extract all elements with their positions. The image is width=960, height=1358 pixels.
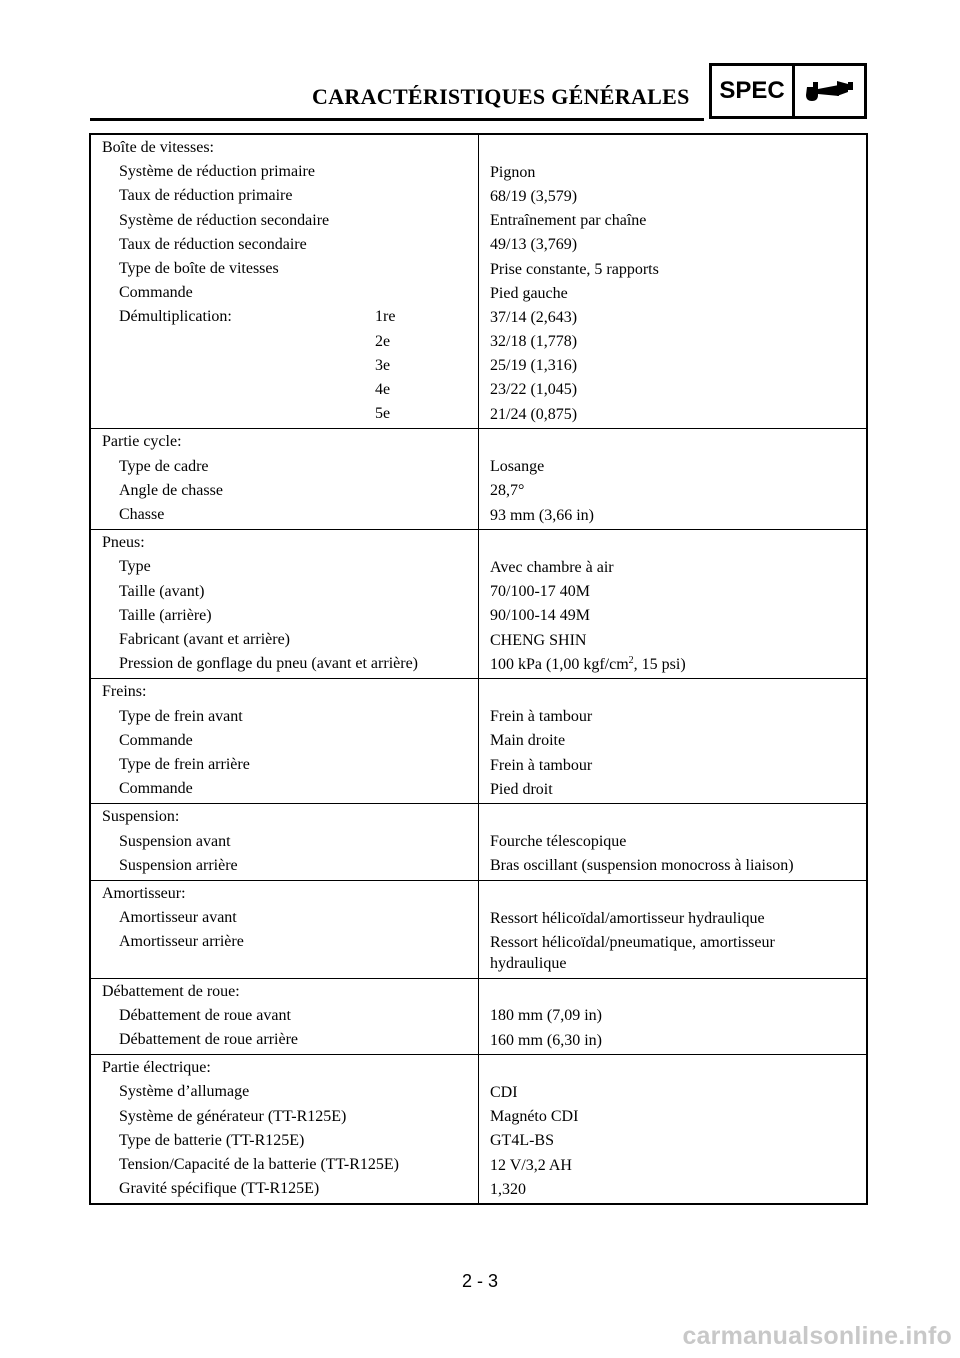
spec-label: Commande [119,284,193,302]
spec-section [91,529,866,678]
heading-spacer [490,430,866,454]
spec-sub-label [375,628,478,652]
spec-sub-label [375,604,478,628]
superscript: 2 [628,654,634,666]
spec-value [490,233,866,257]
spec-sub-label [375,930,478,975]
spec-row-label [102,705,478,729]
spec-labels-column [91,804,479,880]
spec-section [91,880,866,978]
spec-value-text: GT4L-BS [490,1132,554,1150]
spec-row-label [102,580,478,604]
spec-value-text: Magnéto CDI [490,1108,579,1126]
spec-sub-label [375,854,478,878]
spec-label: Amortisseur arrière [119,933,244,951]
spec-label: Amortisseur avant [119,909,237,927]
spec-labels-column [91,679,479,803]
spec-sub-label: 3e [375,356,391,374]
spec-row-label [102,160,478,184]
spec-label [119,354,375,378]
spec-row-label [102,402,478,426]
spec-values-column [479,429,866,529]
spec-value [490,1153,866,1177]
spec-section [91,978,866,1055]
spec-values-column [479,135,866,428]
spec-label [119,330,375,354]
spec-sub-label [375,209,478,233]
spec-value-text: Bras oscillant (suspension monocross à liaison) [490,857,794,875]
spec-value [490,777,866,801]
heading-spacer [490,531,866,555]
spec-value-text: 70/100-17 40M [490,583,590,601]
spec-value [490,604,866,628]
spec-value [490,281,866,305]
specifications-table [89,133,868,1205]
spec-values-column [479,804,866,880]
spec-value [490,753,866,777]
spec-sub-label [375,281,478,305]
spec-sub-label [375,580,478,604]
spec-value [490,209,866,233]
spec-value [490,184,866,208]
spec-label: Démultiplication: [119,308,232,326]
spec-value-suffix: , 15 psi) [633,655,686,673]
spec-value-line2: hydraulique [490,954,567,972]
spec-labels-column [91,1055,479,1203]
spec-section [91,678,866,803]
spec-row-label [102,354,478,378]
spec-value-text: 180 mm (7,09 in) [490,1007,602,1025]
spec-value-text: Frein à tambour [490,756,593,774]
spec-label: Gravité spécifique (TT-R125E) [119,1180,320,1198]
spec-value-text: 90/100-14 49M [490,607,590,625]
spec-value-text: Pied droit [490,780,553,798]
spec-value [490,906,866,930]
spec-section [91,803,866,880]
watermark: carmanualsonline.info [682,1322,952,1350]
spec-sub-label [375,503,478,527]
spec-sub-label: 2e [375,332,391,350]
spec-row-label [102,906,478,930]
spec-label: Système de réduction primaire [119,163,315,181]
spec-label: Fabricant (avant et arrière) [119,631,291,649]
spec-value-text: Losange [490,458,545,476]
spec-sub-label [375,830,478,854]
section-heading: Partie électrique: [102,1059,211,1077]
heading-spacer [490,805,866,829]
spec-sub-label [375,1177,478,1201]
spec-value [490,830,866,854]
spec-row-label [102,330,478,354]
spec-sub-label [375,184,478,208]
spec-value-text: 21/24 (0,875) [490,405,578,423]
spec-value [490,628,866,652]
spec-label: Type de boîte de vitesses [119,260,279,277]
spec-value [490,1105,866,1129]
spec-label: Taille (avant) [119,582,205,600]
spec-value-text: 37/14 (2,643) [490,308,578,326]
spec-values-column [479,679,866,803]
heading-spacer [490,882,866,906]
spec-value [490,652,866,676]
spec-values-column [479,881,866,978]
spec-sub-label [375,753,478,777]
spec-label: Système de générateur (TT-R125E) [119,1107,347,1125]
spec-row-label [102,753,478,777]
page-title: CARACTÉRISTIQUES GÉNÉRALES [312,84,690,109]
spec-row-label [102,1004,478,1028]
spec-value [490,1004,866,1028]
spec-value-text: Pignon [490,163,536,181]
spec-section [91,135,866,428]
spec-row-label [102,479,478,503]
spec-sub-label [375,555,478,579]
section-heading: Partie cycle: [102,433,182,451]
spec-sub-label [375,705,478,729]
spec-sub-label [375,1080,478,1104]
spec-value-text: Main droite [490,732,566,750]
spec-value [490,1080,866,1104]
spec-sub-label [375,1105,478,1129]
spec-label: Type de frein avant [119,707,243,725]
spec-row-label [102,1105,478,1129]
spec-row-label [102,257,478,281]
spec-value [490,930,866,975]
spec-row-label [102,455,478,479]
spec-value [490,257,866,281]
spec-sub-label [375,1129,478,1153]
title-underline [90,118,704,121]
spec-value-text: 49/13 (3,769) [490,236,578,254]
spec-labels-column [91,429,479,529]
spec-value-text: 32/18 (1,778) [490,333,578,351]
spec-value-text: 100 kPa (1,00 kgf/cm [490,655,629,673]
spec-sub-label [375,652,478,676]
spec-label: Système de réduction secondaire [119,211,330,229]
spec-label: Type de batterie (TT-R125E) [119,1131,305,1149]
spec-value [490,330,866,354]
spec-sub-label [375,160,478,184]
spec-label: Système d’allumage [119,1083,250,1101]
spec-value-text: Entraînement par chaîne [490,212,647,230]
spec-value-text: Prise constante, 5 rapports [490,260,659,278]
spec-value-text: Frein à tambour [490,708,593,726]
spec-row-label [102,555,478,579]
spec-row-label [102,628,478,652]
spec-value-text: 12 V/3,2 AH [490,1156,572,1174]
spec-value-text: Ressort hélicoïdal/pneumatique, amortisseur [490,933,775,951]
spec-value-text: Fourche télescopique [490,833,627,851]
spec-value [490,729,866,753]
spec-sub-label [375,1004,478,1028]
spec-labels-column [91,979,479,1055]
spec-icon-cell [795,66,864,116]
section-heading: Pneus: [102,534,145,552]
spec-row-label [102,1080,478,1104]
heading-spacer [490,980,866,1004]
wrench-icon [801,71,859,111]
spec-row-label [102,233,478,257]
spec-sub-label [375,906,478,930]
spec-value [490,1129,866,1153]
spec-sub-label [375,233,478,257]
heading-spacer [490,1056,866,1080]
section-heading: Freins: [102,683,147,701]
spec-row-label [102,209,478,233]
spec-label: Angle de chasse [119,481,223,499]
spec-value-text: CHENG SHIN [490,631,587,649]
spec-label: Type [119,558,151,576]
heading-spacer [490,680,866,704]
spec-value [490,1177,866,1201]
spec-value [490,580,866,604]
spec-value-text: 93 mm (3,66 in) [490,506,594,524]
spec-label [119,378,375,402]
spec-values-column [479,530,866,678]
spec-sub-label [375,455,478,479]
spec-value [490,378,866,402]
spec-row-label [102,378,478,402]
spec-label [119,402,375,426]
spec-label: Type de cadre [119,457,209,475]
spec-sub-label: 4e [375,381,391,399]
spec-label: Type de frein arrière [119,756,250,774]
spec-value-text: 68/19 (3,579) [490,187,578,205]
page-number: 2 - 3 [461,1271,499,1291]
spec-label: Taille (arrière) [119,606,212,624]
spec-value [490,1028,866,1052]
spec-value-text: 28,7° [490,482,525,500]
spec-values-column [479,1055,866,1203]
spec-row-label [102,830,478,854]
spec-row-label [102,1153,478,1177]
spec-value [490,455,866,479]
spec-values-column [479,979,866,1055]
spec-labels-column [91,135,479,428]
spec-value-text: Ressort hélicoïdal/amortisseur hydraulique [490,909,765,927]
spec-label: Commande [119,731,193,749]
spec-value-text: Avec chambre à air [490,559,614,576]
spec-labels-column [91,530,479,678]
spec-label: Pression de gonflage du pneu (avant et arrière) [119,655,418,673]
spec-label: SPEC [712,66,795,116]
spec-value-text: 23/22 (1,045) [490,381,578,399]
spec-row-label [102,184,478,208]
spec-row-label [102,729,478,753]
spec-row-label [102,281,478,305]
spec-label: Suspension arrière [119,856,238,874]
spec-value [490,402,866,426]
spec-sub-label [375,1028,478,1052]
spec-value [490,503,866,527]
spec-row-label [102,854,478,878]
spec-label: Commande [119,780,193,798]
spec-section [91,1054,866,1203]
spec-label: Chasse [119,506,165,524]
spec-value [490,305,866,329]
spec-value-text: 160 mm (6,30 in) [490,1031,602,1049]
spec-value [490,160,866,184]
spec-value-text: Pied gauche [490,284,568,302]
spec-labels-column [91,881,479,978]
heading-spacer [490,136,866,160]
spec-value [490,354,866,378]
spec-sub-label [375,1153,478,1177]
spec-row-label [102,1028,478,1052]
spec-label: Suspension avant [119,832,231,850]
spec-label: Taux de réduction primaire [119,187,293,205]
spec-row-label [102,604,478,628]
spec-value-text: 25/19 (1,316) [490,357,578,375]
spec-row-label [102,1177,478,1201]
spec-row-label [102,652,478,676]
spec-row-label [102,1129,478,1153]
spec-sub-label: 5e [375,405,391,423]
spec-label: Débattement de roue arrière [119,1030,299,1048]
spec-label: Débattement de roue avant [119,1006,291,1024]
section-heading: Boîte de vitesses: [102,139,214,156]
spec-value-text: 1,320 [490,1180,526,1198]
spec-sub-label: 1re [375,308,396,326]
spec-sub-label [375,479,478,503]
section-heading: Amortisseur: [102,885,186,903]
spec-sub-label [375,729,478,753]
spec-row-label [102,503,478,527]
spec-label: Tension/Capacité de la batterie (TT-R125E) [119,1155,399,1173]
spec-value-text: CDI [490,1083,518,1101]
section-heading: Suspension: [102,808,180,826]
spec-value [490,555,866,579]
spec-badge [709,63,867,119]
spec-value [490,705,866,729]
spec-value [490,479,866,503]
spec-row-label [102,930,478,975]
spec-row-label [102,305,478,329]
spec-label: Taux de réduction secondaire [119,235,307,253]
spec-value [490,854,866,878]
section-heading: Débattement de roue: [102,982,240,1000]
spec-sub-label [375,257,478,281]
spec-section [91,428,866,529]
spec-row-label [102,777,478,801]
spec-sub-label [375,777,478,801]
